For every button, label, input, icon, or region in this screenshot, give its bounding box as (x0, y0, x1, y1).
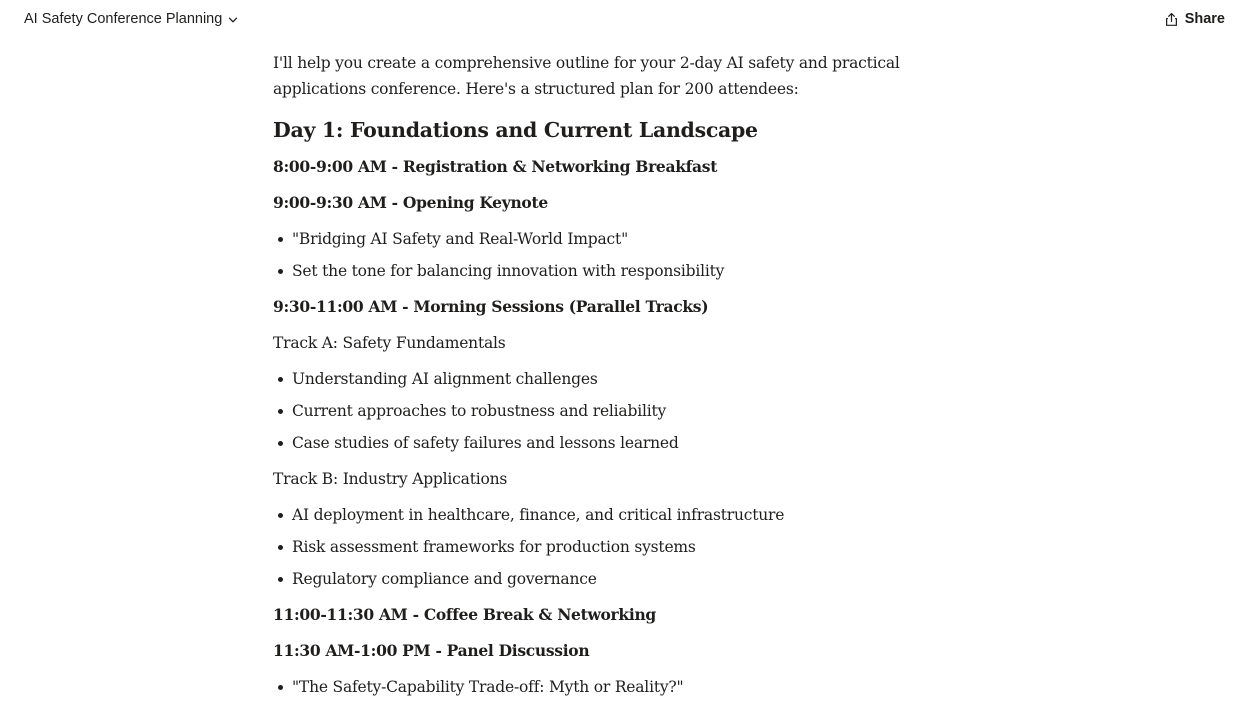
schedule-slot: 9:30-11:00 AM - Morning Sessions (Parallel Tracks) (273, 297, 709, 316)
share-label: Share (1184, 11, 1225, 27)
bullet-dot (278, 269, 283, 274)
intro-paragraph: I'll help you create a comprehensive outline for your 2-day AI safety and practical applications conference. Here's a structured plan for 200 attendees: (273, 54, 900, 98)
list-item (273, 366, 963, 392)
bullet-dot (278, 377, 283, 382)
share-icon (1164, 12, 1179, 27)
list-item-text: AI deployment in healthcare, finance, and critical infrastructure (292, 506, 785, 524)
list-item (273, 674, 963, 700)
list-item (273, 258, 963, 284)
schedule-slot: 8:00-9:00 AM - Registration & Networking Breakfast (273, 157, 718, 176)
schedule-slot: 11:30 AM-1:00 PM - Panel Discussion (273, 641, 590, 660)
day-heading: Day 1: Foundations and Current Landscape (273, 118, 758, 142)
list-item (273, 398, 963, 424)
top-bar (0, 0, 1244, 40)
list-item (273, 566, 963, 592)
list-item (273, 226, 963, 252)
slot-bullets (273, 226, 963, 284)
list-item-text: Understanding AI alignment challenges (292, 370, 598, 388)
list-item-text: Current approaches to robustness and reliability (292, 402, 667, 420)
track-label: Track B: Industry Applications (273, 470, 508, 488)
list-item (273, 502, 963, 528)
share-button[interactable] (1164, 11, 1225, 27)
list-item-text: "The Safety-Capability Trade-off: Myth or Reality?" (292, 678, 684, 696)
bullet-dot (278, 545, 283, 550)
track-bullets (273, 366, 963, 456)
chevron-down-icon (228, 15, 238, 25)
chat-title-text: AI Safety Conference Planning (24, 11, 223, 27)
list-item-text: Set the tone for balancing innovation with responsibility (292, 262, 725, 280)
chat-title-menu[interactable] (24, 11, 238, 27)
bullet-dot (278, 237, 283, 242)
bullet-dot (278, 513, 283, 518)
bullet-dot (278, 577, 283, 582)
slot-bullets (273, 674, 963, 700)
list-item (273, 534, 963, 560)
track-label: Track A: Safety Fundamentals (273, 334, 506, 352)
schedule-slot: 9:00-9:30 AM - Opening Keynote (273, 193, 548, 212)
schedule-slot: 11:00-11:30 AM - Coffee Break & Networking (273, 605, 656, 624)
bullet-dot (278, 441, 283, 446)
list-item-text: Case studies of safety failures and lessons learned (292, 434, 679, 452)
list-item-text: Risk assessment frameworks for production systems (292, 538, 696, 556)
list-item-text: Regulatory compliance and governance (292, 570, 597, 588)
list-item-text: "Bridging AI Safety and Real-World Impact" (292, 230, 628, 248)
track-bullets (273, 502, 963, 592)
bullet-dot (278, 685, 283, 690)
bullet-dot (278, 409, 283, 414)
assistant-message (273, 50, 963, 702)
list-item (273, 430, 963, 456)
